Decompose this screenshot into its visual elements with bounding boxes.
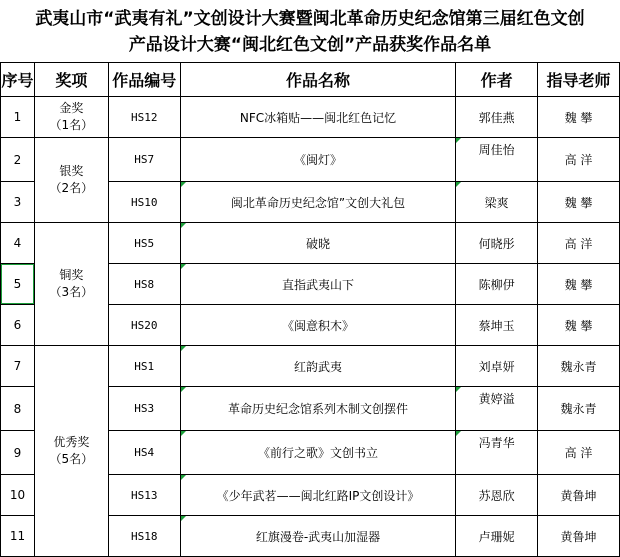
name-text: 闽北革命历史纪念馆”文创大礼包	[230, 195, 406, 210]
comment-marker	[456, 387, 461, 392]
cell-code[interactable]: HS7	[108, 138, 180, 182]
cell-advisor[interactable]: 魏 攀	[538, 97, 620, 138]
cell-name[interactable]	[180, 431, 456, 475]
cell-no[interactable]: 9	[1, 431, 35, 475]
award-cell-silver[interactable]	[34, 138, 108, 223]
award-name: 铜奖	[59, 268, 84, 282]
cell-name[interactable]	[180, 264, 456, 305]
cell-name[interactable]	[180, 387, 456, 431]
table-row	[1, 223, 620, 264]
cell-no[interactable]: 8	[1, 387, 35, 431]
cell-name[interactable]	[180, 475, 456, 516]
header-advisor[interactable]: 指导老师	[538, 63, 620, 97]
name-text: 破晓	[305, 236, 330, 251]
cell-author[interactable]: 蔡坤玉	[456, 305, 538, 346]
comment-marker	[181, 475, 186, 480]
comment-marker	[181, 346, 186, 351]
cell-no[interactable]: 1	[1, 97, 35, 138]
cell-advisor[interactable]: 魏 攀	[538, 305, 620, 346]
cell-no-selected[interactable]: 5	[1, 264, 35, 305]
cell-advisor[interactable]: 黄鲁坤	[538, 516, 620, 557]
table-row	[1, 138, 620, 182]
author-text: 黄婷溢	[478, 392, 515, 406]
header-author[interactable]: 作者	[456, 63, 538, 97]
header-no[interactable]: 序号	[1, 63, 35, 97]
cell-no[interactable]: 3	[1, 182, 35, 223]
cell-code[interactable]: HS3	[108, 387, 180, 431]
cell-no[interactable]: 6	[1, 305, 35, 346]
name-text: 革命历史纪念馆系列木制文创摆件	[227, 402, 408, 416]
comment-marker	[456, 431, 461, 436]
cell-author[interactable]	[456, 431, 538, 475]
award-name: 金奖	[59, 101, 84, 115]
name-text: 《少年武茗——闽北红路IP文创设计》	[216, 488, 420, 503]
cell-code[interactable]: HS8	[108, 264, 180, 305]
cell-name[interactable]	[180, 346, 456, 387]
cell-author[interactable]: 郭佳燕	[456, 97, 538, 138]
table-row	[1, 346, 620, 387]
title-line-1: 武夷山市“武夷有礼”文创设计大赛暨闽北革命历史纪念馆第三届红色文创	[35, 9, 585, 29]
header-name[interactable]: 作品名称	[180, 63, 456, 97]
cell-name[interactable]	[180, 182, 456, 223]
author-text: 梁爽	[484, 195, 509, 210]
header-code[interactable]: 作品编号	[108, 63, 180, 97]
page-title	[0, 0, 620, 62]
header-award[interactable]: 奖项	[34, 63, 108, 97]
award-cell-gold[interactable]	[34, 97, 108, 138]
cell-code[interactable]: HS18	[108, 516, 180, 557]
cell-code[interactable]: HS13	[108, 475, 180, 516]
award-count: （1名）	[49, 118, 94, 132]
cell-no[interactable]: 4	[1, 223, 35, 264]
comment-marker	[181, 431, 186, 436]
cell-advisor[interactable]: 黄鲁坤	[538, 475, 620, 516]
cell-advisor[interactable]: 高 洋	[538, 138, 620, 182]
award-name: 银奖	[59, 164, 84, 178]
header-row	[1, 63, 620, 97]
cell-no[interactable]: 7	[1, 346, 35, 387]
cell-no[interactable]: 2	[1, 138, 35, 182]
author-text: 周佳怡	[478, 143, 515, 157]
cell-code[interactable]: HS1	[108, 346, 180, 387]
cell-name[interactable]: NFC冰箱贴——闽北红色记忆	[180, 97, 456, 138]
award-count: （2名）	[49, 181, 94, 195]
award-cell-excellent[interactable]	[34, 346, 108, 557]
cell-author[interactable]: 刘卓妍	[456, 346, 538, 387]
cell-advisor[interactable]: 魏 攀	[538, 182, 620, 223]
name-text: 红韵武夷	[293, 359, 342, 374]
cell-author[interactable]: 陈柳伊	[456, 264, 538, 305]
award-count: （5名）	[49, 452, 94, 466]
table-row	[1, 97, 620, 138]
comment-marker	[181, 387, 186, 392]
cell-author[interactable]: 苏恩欣	[456, 475, 538, 516]
cell-code[interactable]: HS5	[108, 223, 180, 264]
cell-author[interactable]: 卢珊妮	[456, 516, 538, 557]
name-text: 红旗漫卷-武夷山加湿器	[255, 529, 381, 544]
cell-code[interactable]: HS4	[108, 431, 180, 475]
cell-code[interactable]: HS12	[108, 97, 180, 138]
cell-author[interactable]	[456, 387, 538, 431]
award-count: （3名）	[49, 285, 94, 299]
cell-advisor[interactable]: 高 洋	[538, 431, 620, 475]
cell-no[interactable]: 10	[1, 475, 35, 516]
name-text: 《前行之歌》文创书立	[257, 446, 378, 460]
cell-author[interactable]	[456, 138, 538, 182]
cell-name[interactable]	[180, 516, 456, 557]
cell-code[interactable]: HS20	[108, 305, 180, 346]
cell-author[interactable]: 何晓彤	[456, 223, 538, 264]
cell-name[interactable]: 《闽意积木》	[180, 305, 456, 346]
awards-table	[0, 62, 620, 557]
award-name: 优秀奖	[53, 435, 90, 449]
comment-marker	[456, 182, 461, 187]
cell-author[interactable]	[456, 182, 538, 223]
comment-marker	[181, 223, 186, 228]
cell-advisor[interactable]: 魏 攀	[538, 264, 620, 305]
author-text: 冯青华	[478, 436, 515, 450]
title-line-2: 产品设计大赛“闽北红色文创”产品获奖作品名单	[128, 35, 492, 55]
comment-marker	[181, 516, 186, 521]
cell-advisor[interactable]: 魏永青	[538, 346, 620, 387]
cell-no[interactable]: 11	[1, 516, 35, 557]
cell-advisor[interactable]: 魏永青	[538, 387, 620, 431]
award-cell-bronze[interactable]	[34, 223, 108, 346]
comment-marker	[456, 138, 461, 143]
cell-name[interactable]	[180, 223, 456, 264]
name-text: 直指武夷山下	[281, 277, 354, 292]
cell-name[interactable]: 《闽灯》	[180, 138, 456, 182]
cell-advisor[interactable]: 高 洋	[538, 223, 620, 264]
cell-code[interactable]: HS10	[108, 182, 180, 223]
comment-marker	[181, 264, 186, 269]
comment-marker	[181, 182, 186, 187]
